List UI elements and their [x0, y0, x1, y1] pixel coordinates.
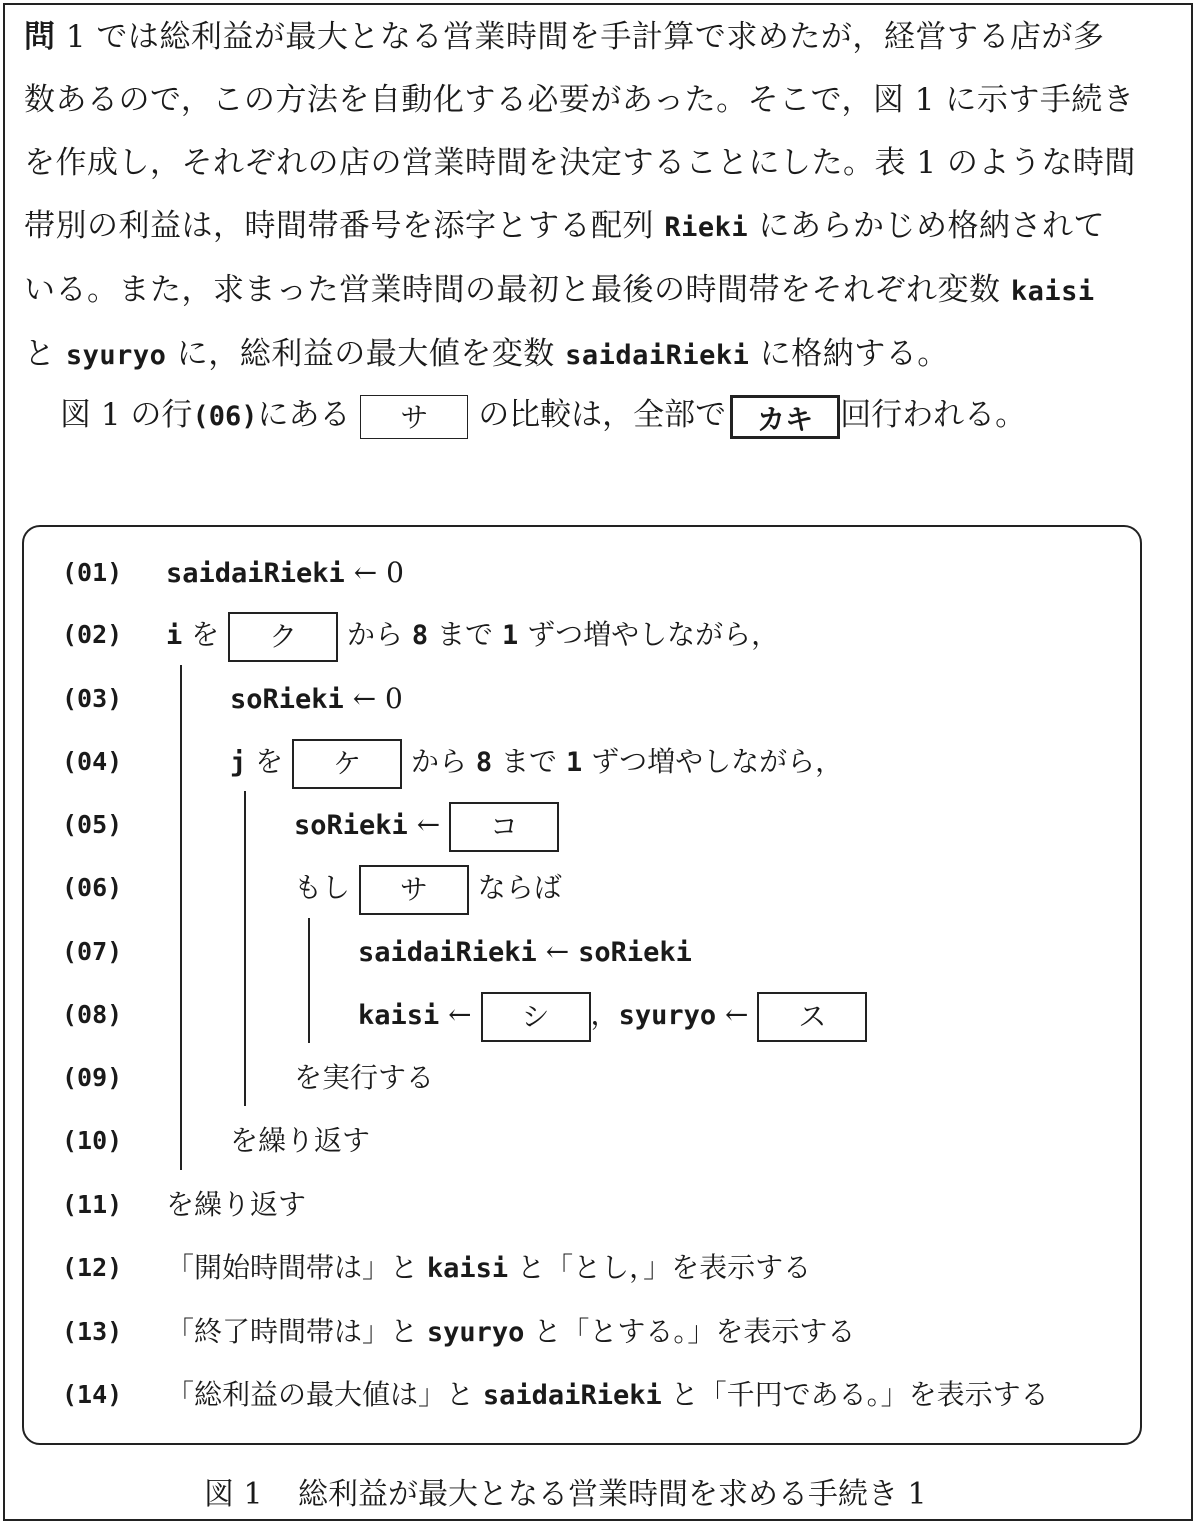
loop-bar-j	[244, 791, 246, 1106]
blank-ke[interactable]: ケ	[292, 739, 402, 789]
line-number: (05)	[62, 810, 123, 839]
para-line-2: 数あるので，この方法を自動化する必要があった。そこで，図 1 に示す手続き	[24, 82, 1135, 118]
line-number: (14)	[62, 1380, 123, 1409]
line-number: (13)	[62, 1317, 123, 1346]
line-number: (11)	[62, 1190, 123, 1219]
para-line-5: いる。また，求まった営業時間の最初と最後の時間帯をそれぞれ変数 kaisi	[24, 272, 1095, 308]
problem-paragraph	[24, 6, 1174, 387]
if-bar	[308, 918, 310, 1043]
line-number: (10)	[62, 1126, 123, 1155]
question-line: 図 1 の行(06)にある サ の比較は，全部で カキ 回行われる。	[60, 384, 1026, 448]
para-line-1: 問 1 では総利益が最大となる営業時間を手計算で求めたが，経営する店が多	[24, 19, 1105, 55]
loop-bar-i	[180, 665, 182, 1170]
line-number: (01)	[62, 558, 123, 587]
line-number: (02)	[62, 620, 123, 649]
line-number: (04)	[62, 747, 123, 776]
blank-sa-code[interactable]: サ	[359, 865, 469, 915]
question-marker: 問	[24, 19, 56, 55]
line-number: (07)	[62, 937, 123, 966]
blank-sa[interactable]: サ	[360, 395, 468, 439]
blank-su[interactable]: ス	[757, 992, 867, 1042]
para-line-6: と syuryo に，総利益の最大値を変数 saidaiRieki に格納する。	[24, 336, 949, 372]
line-number: (09)	[62, 1063, 123, 1092]
blank-shi[interactable]: シ	[481, 992, 591, 1042]
line-number: (03)	[62, 684, 123, 713]
line-ref: (06)	[192, 401, 258, 432]
blank-ku[interactable]: ク	[228, 612, 338, 662]
para-line-4: 帯別の利益は，時間帯番号を添字とする配列 Rieki にあらかじめ格納されて	[24, 208, 1105, 244]
figure-title: 総利益が最大となる営業時間を求める手続き 1	[298, 1477, 927, 1512]
blank-ko[interactable]: コ	[449, 802, 559, 852]
var-syuryo: syuryo	[65, 340, 167, 371]
line-number: (08)	[62, 1000, 123, 1029]
var-kaisi: kaisi	[1010, 276, 1095, 307]
var-rieki: Rieki	[664, 212, 749, 243]
var-saidairieki: saidaiRieki	[565, 340, 750, 371]
figure-number: 図 1	[204, 1477, 263, 1512]
line-number: (06)	[62, 873, 123, 902]
para-line-3: を作成し，それぞれの店の営業時間を決定することにした。表 1 のような時間	[24, 145, 1136, 181]
line-number: (12)	[62, 1253, 123, 1282]
blank-kaki[interactable]: カキ	[730, 395, 840, 439]
